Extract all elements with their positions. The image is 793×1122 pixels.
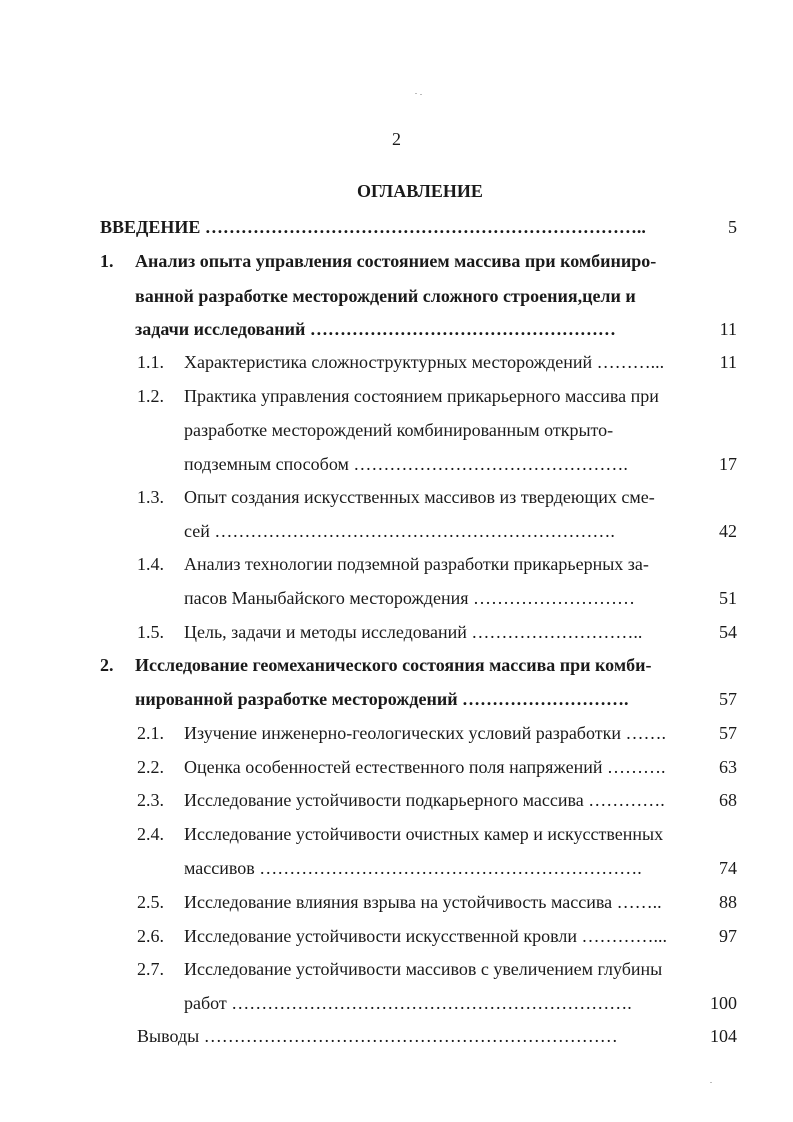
toc-section-number: 1.3. — [137, 487, 164, 507]
toc-section-title: пасов Маныбайского месторождения ……………………… — [184, 588, 635, 608]
toc-title: ОГЛАВЛЕНИЕ — [357, 181, 483, 201]
toc-conclusions-page: 104 — [710, 1026, 737, 1046]
toc-ch2-page: 57 — [719, 689, 737, 709]
toc-section-number: 2.3. — [137, 790, 164, 810]
toc-section-number: 1.1. — [137, 352, 164, 372]
toc-section-title: Исследование влияния взрыва на устойчивость массива …….. — [184, 892, 662, 912]
toc-section-title: Анализ технологии подземной разработки прикарьерных за- — [184, 554, 649, 574]
toc-section-title: Характеристика сложноструктурных месторождений ………... — [184, 352, 665, 372]
toc-ch1-page: 11 — [719, 319, 737, 339]
toc-ch2-number: 2. — [100, 655, 114, 675]
toc-section-page: 42 — [719, 521, 737, 541]
toc-section-number: 2.4. — [137, 824, 164, 844]
toc-section-title: сей …………………………………………………………. — [184, 521, 615, 541]
toc-section-number: 1.4. — [137, 554, 164, 574]
toc-section-page: 88 — [719, 892, 737, 912]
toc-section-title: Оценка особенностей естественного поля напряжений ………. — [184, 757, 666, 777]
toc-ch2-title-line2: нированной разработке месторождений ………………………. — [135, 689, 629, 709]
toc-section-title: Исследование устойчивости очистных камер и искусственных — [184, 824, 664, 844]
toc-section-title: Исследование устойчивости подкарьерного массива …………. — [184, 790, 665, 810]
toc-section-page: 63 — [719, 757, 737, 777]
toc-section-page: 68 — [719, 790, 737, 810]
toc-section-title: работ …………………………………………………………. — [184, 993, 632, 1013]
toc-section-title: подземным способом ………………………………………. — [184, 454, 628, 474]
toc-section-page: 54 — [719, 622, 737, 642]
toc-section-number: 1.2. — [137, 386, 164, 406]
toc-section-page: 17 — [719, 454, 737, 474]
toc-section-page: 11 — [719, 352, 737, 372]
toc-intro: ВВЕДЕНИЕ ……………………………………………………………….. — [100, 217, 646, 237]
toc-section-page: 57 — [719, 723, 737, 743]
toc-section-title: Опыт создания искусственных массивов из твердеющих сме- — [184, 487, 655, 507]
toc-section-title: Цель, задачи и методы исследований ……………………….. — [184, 622, 643, 642]
toc-section-title: Исследование устойчивости искусственной кровли …………... — [184, 926, 667, 946]
toc-ch2-title-line1: Исследование геомеханического состояния массива при комби- — [135, 655, 652, 675]
toc-section-title: Практика управления состоянием прикарьерного массива при — [184, 386, 659, 406]
toc-section-page: 74 — [719, 858, 737, 878]
toc-section-title: Исследование устойчивости массивов с увеличением глубины — [184, 959, 663, 979]
toc-section-title: разработке месторождений комбинированным открыто- — [184, 420, 614, 440]
toc-ch1-title-line3: задачи исследований …………………………………………… — [135, 319, 616, 339]
toc-section-title: массивов ………………………………………………………. — [184, 858, 642, 878]
toc-conclusions: Выводы …………………………………………………………… — [137, 1026, 618, 1046]
toc-section-number: 2.7. — [137, 959, 164, 979]
toc-section-number: 2.2. — [137, 757, 164, 777]
toc-section-page: 51 — [719, 588, 737, 608]
toc-section-page: 97 — [719, 926, 737, 946]
toc-ch1-title-line1: Анализ опыта управления состоянием массива при комбиниро- — [135, 251, 657, 271]
toc-section-number: 1.5. — [137, 622, 164, 642]
page-number: 2 — [392, 129, 401, 149]
toc-section-number: 2.1. — [137, 723, 164, 743]
toc-ch1-number: 1. — [100, 251, 114, 271]
toc-section-title: Изучение инженерно-геологических условий разработки ……. — [184, 723, 666, 743]
toc-section-number: 2.6. — [137, 926, 164, 946]
toc-intro-page: 5 — [728, 217, 737, 237]
toc-ch1-title-line2: ванной разработке месторождений сложного строения,цели и — [135, 286, 636, 306]
toc-section-number: 2.5. — [137, 892, 164, 912]
toc-section-page: 100 — [710, 993, 737, 1013]
